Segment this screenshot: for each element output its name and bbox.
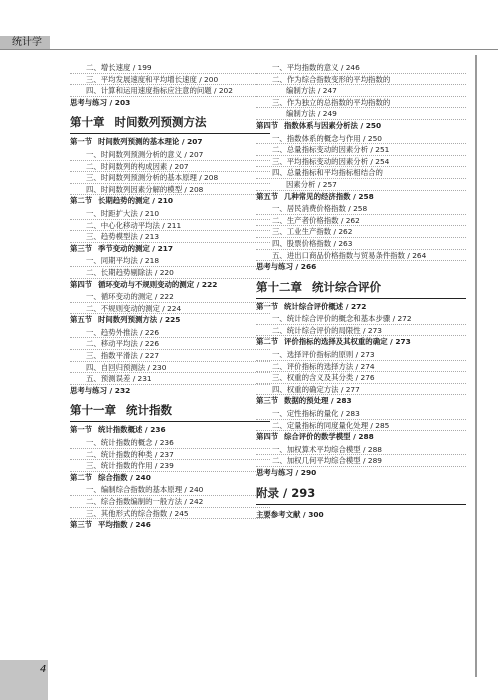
toc-exercises-entry: 思考与练习 / 203 [70, 97, 131, 107]
section-number: 第一节 [70, 425, 93, 435]
section-title: 评价指标的选择及其权重的确定 / 273 [284, 337, 411, 347]
toc-appendix-heading: 附录 / 293 [256, 483, 466, 505]
toc-item-continuation: 编制方法 / 249 [286, 109, 337, 119]
toc-section-entry [70, 519, 270, 532]
toc-item: 二、中心化移动平均法 / 211 [86, 220, 182, 230]
toc-left-column [70, 62, 270, 532]
toc-exercises-entry: 思考与练习 / 290 [256, 468, 317, 477]
toc-item: 一、居民消费价格指数 / 258 [272, 204, 368, 214]
toc-item: 四、时间数列因素分解的模型 / 208 [86, 184, 204, 194]
toc-item: 四、股票价格指数 / 263 [272, 238, 353, 248]
toc-item: 三、统计指数的作用 / 239 [86, 461, 174, 471]
section-title: 几种常见的经济指数 / 258 [284, 191, 374, 201]
section-title: 季节变动的测定 / 217 [98, 243, 174, 253]
toc-exercises-entry: 思考与练习 / 232 [70, 385, 131, 395]
toc-exercises-entry: 思考与练习 / 266 [256, 262, 317, 272]
toc-item: 二、增长速度 / 199 [86, 63, 152, 72]
toc-item: 二、加权几何平均综合模型 / 289 [272, 456, 382, 466]
section-title: 循环变动与不规则变动的测定 / 222 [98, 279, 218, 289]
page-header [0, 0, 498, 48]
toc-item: 一、指数体系的概念与作用 / 250 [272, 133, 382, 143]
toc-item: 一、统计综合评价的概念和基本步骤 / 272 [272, 314, 412, 324]
toc-item: 二、生产者价格指数 / 262 [272, 215, 360, 225]
section-title: 时间数列预测的基本理论 / 207 [98, 137, 203, 147]
running-head-title: 统计学 [0, 36, 50, 50]
toc-item: 一、加权算术平均综合模型 / 288 [272, 444, 382, 454]
header-rule [0, 49, 498, 50]
toc-item: 二、时间数列的构成因素 / 207 [86, 161, 189, 171]
toc-item: 一、定性指标的量化 / 283 [272, 409, 360, 419]
toc-item: 一、时距扩大法 / 210 [86, 208, 160, 218]
section-number: 第四节 [256, 432, 279, 442]
toc-item: 五、进出口商品价格指数与贸易条件指数 / 264 [272, 250, 427, 260]
section-number: 第二节 [70, 196, 93, 206]
section-title: 数据的预处理 / 283 [284, 396, 352, 406]
toc-section-entry [256, 301, 466, 314]
chapter-number: 第十二章 [256, 279, 302, 294]
section-number: 第二节 [70, 472, 93, 482]
toc-item: 一、同期平均法 / 218 [86, 256, 160, 266]
toc-section-entry [256, 395, 466, 408]
toc-item: 四、计算和运用速度指标应注意的问题 / 202 [86, 86, 233, 96]
chapter-title: 统计综合评价 [312, 279, 381, 294]
toc-item: 二、综合指数编制的一般方法 / 242 [86, 497, 204, 506]
toc-item-continuation: 编制方法 / 247 [286, 86, 337, 96]
toc-item: 一、选择评价指标的原则 / 273 [272, 350, 375, 360]
toc-item: 一、时间数列预测分析的意义 / 207 [86, 149, 204, 159]
section-title: 平均指数 / 246 [98, 520, 151, 530]
toc-section-entry [256, 120, 466, 133]
toc-section-entry [256, 336, 466, 349]
toc-item: 一、统计指数的概念 / 236 [86, 438, 174, 448]
toc-item: 一、编制综合指数的基本原理 / 240 [86, 485, 204, 495]
toc-right-column [256, 62, 466, 521]
section-number: 第三节 [256, 396, 279, 406]
section-number: 第四节 [256, 120, 279, 130]
chapter-title: 时间数列预测方法 [114, 115, 207, 130]
toc-references-entry: 主要参考文献 / 300 [256, 509, 324, 519]
toc-item: 二、统计综合评价的局限性 / 273 [272, 325, 382, 335]
section-title: 时间数列预测方法 / 225 [98, 315, 181, 325]
section-title: 统计综合评价概述 / 272 [284, 301, 367, 311]
chapter-number: 第十一章 [70, 403, 116, 418]
toc-item: 二、移动平均法 / 226 [86, 339, 160, 349]
section-title: 统计指数概述 / 236 [98, 425, 166, 435]
toc-section-entry [70, 136, 270, 149]
section-number: 第三节 [70, 243, 93, 253]
toc-item: 二、评价指标的选择方法 / 274 [272, 361, 375, 371]
toc-item: 二、作为综合指数变形的平均指数的 [272, 74, 391, 84]
toc-chapter-heading [70, 400, 270, 422]
toc-item: 二、总量指标变动的因素分析 / 251 [272, 145, 390, 155]
column-divider-line [475, 55, 477, 677]
page-number: 4 [40, 664, 47, 675]
toc-section-entry [256, 431, 466, 444]
section-number: 第五节 [256, 191, 279, 201]
section-title: 综合评价的数学模型 / 288 [284, 432, 374, 442]
toc-item: 五、预测误差 / 231 [86, 374, 152, 384]
toc-section-entry [70, 424, 270, 437]
toc-item: 一、循环变动的测定 / 222 [86, 292, 174, 302]
toc-item: 四、自回归预测法 / 230 [86, 362, 167, 372]
toc-section-entry [70, 279, 270, 292]
toc-item: 三、平均指标变动的因素分析 / 254 [272, 156, 390, 166]
section-number: 第一节 [70, 137, 93, 147]
toc-section-entry [256, 191, 466, 204]
section-title: 综合指数 / 240 [98, 472, 151, 482]
chapter-number: 第十章 [70, 115, 105, 130]
toc-item: 三、趋势模型法 / 213 [86, 232, 160, 242]
toc-item: 三、其他形式的综合指数 / 245 [86, 508, 189, 518]
toc-item: 二、长期趋势剔除法 / 220 [86, 267, 174, 277]
section-title: 长期趋势的测定 / 210 [98, 196, 174, 206]
toc-item: 四、权重的确定方法 / 277 [272, 384, 360, 394]
toc-item: 一、趋势外推法 / 226 [86, 327, 160, 337]
section-number: 第五节 [70, 315, 93, 325]
toc-item: 三、平均发展速度和平均增长速度 / 200 [86, 74, 219, 84]
toc-chapter-heading [70, 112, 270, 134]
toc-item: 四、总量指标和平均指标相结合的 [272, 168, 383, 178]
toc-item: 三、指数平滑法 / 227 [86, 351, 160, 361]
toc-item: 三、时间数列预测分析的基本原理 / 208 [86, 173, 219, 183]
toc-item: 一、平均指数的意义 / 246 [272, 63, 360, 72]
toc-section-entry [70, 195, 270, 208]
toc-item: 三、权重的含义及其分类 / 276 [272, 373, 375, 383]
toc-item: 三、作为独立的总指数的平均指数的 [272, 97, 391, 107]
toc-item: 二、统计指数的种类 / 237 [86, 449, 174, 459]
toc-item: 二、定量指标的同度量化处理 / 285 [272, 420, 390, 430]
toc-section-entry [70, 472, 270, 485]
chapter-title: 统计指数 [126, 403, 172, 418]
toc-item: 三、工业生产指数 / 262 [272, 227, 353, 237]
toc-section-entry [70, 314, 270, 327]
toc-item: 二、不规则变动的测定 / 224 [86, 303, 182, 313]
section-title: 指数体系与因素分析法 / 250 [284, 120, 382, 130]
toc-section-entry [70, 243, 270, 256]
toc-item-continuation: 因素分析 / 257 [286, 179, 337, 189]
toc-chapter-heading [256, 277, 466, 299]
section-number: 第一节 [256, 301, 279, 311]
section-number: 第四节 [70, 279, 93, 289]
section-number: 第三节 [70, 520, 93, 530]
section-number: 第二节 [256, 337, 279, 347]
